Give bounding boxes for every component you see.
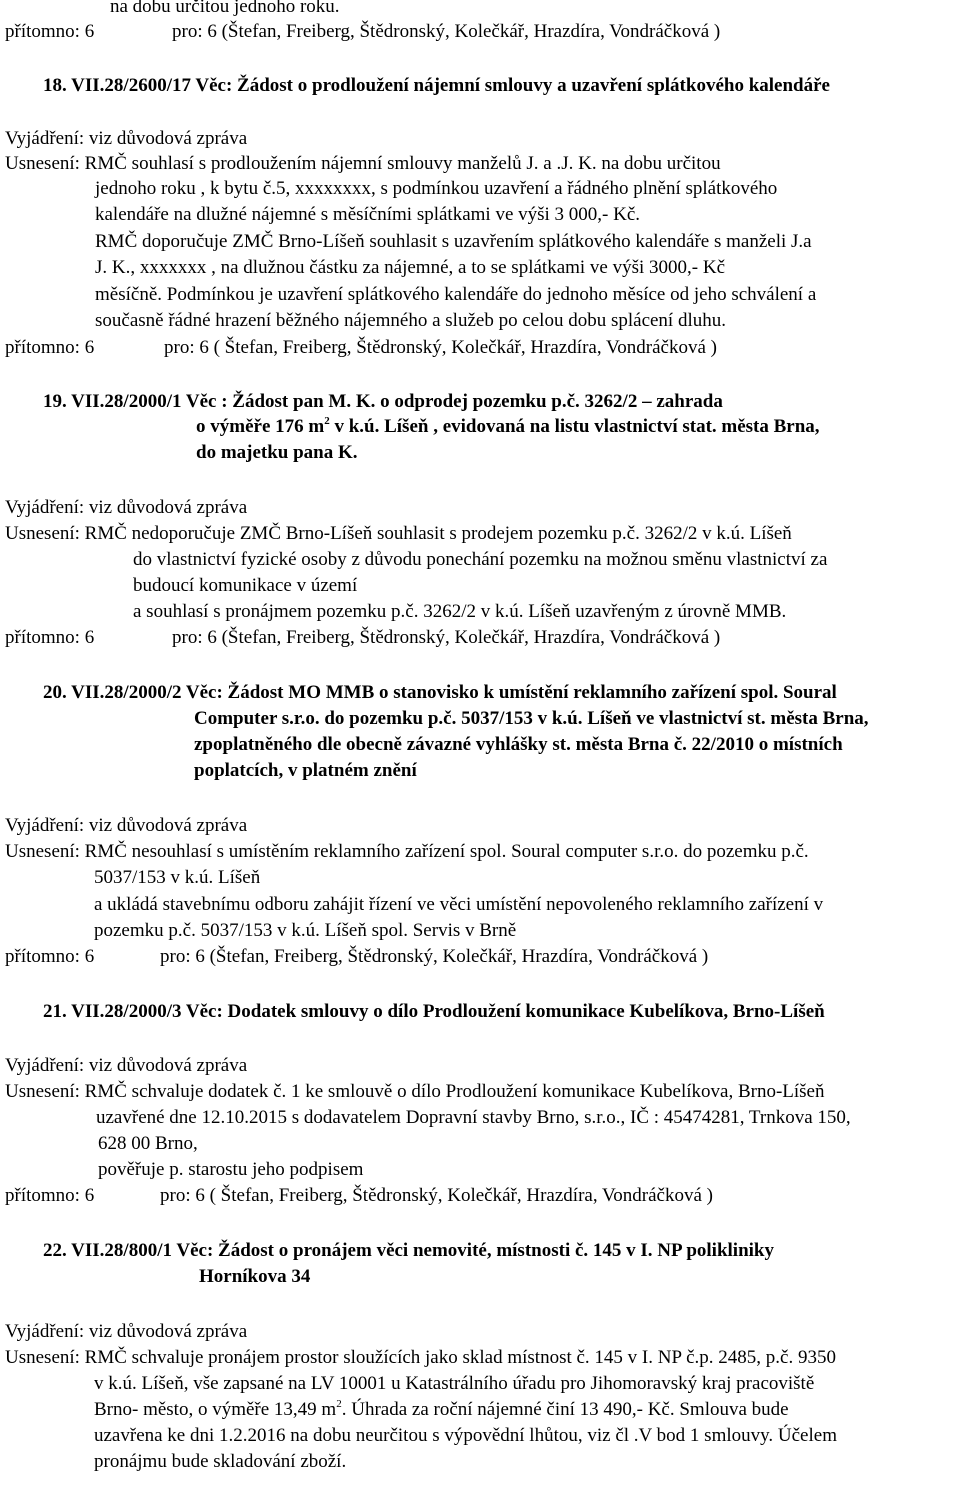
item-22-resolution-line: v k.ú. Líšeň, vše zapsané na LV 10001 u Katastrálního úřadu pro Jihomoravský kraj pracoviště — [94, 1373, 815, 1394]
item-22-statement: Vyjádření: viz důvodová zpráva — [5, 1321, 248, 1342]
attendance-label: přítomno: 6 — [5, 337, 95, 358]
item-20-heading: poplatcích, v platném znění — [194, 760, 417, 781]
item-18-resolution-line: jednoho roku , k bytu č.5, xxxxxxxx, s podmínkou uzavření a řádného plnění splátkového — [95, 178, 778, 199]
item-20-resolution-line: pozemku p.č. 5037/153 v k.ú. Líšeň spol. Servis v Brně — [94, 920, 517, 941]
item-19-heading: do majetku pana K. — [196, 442, 358, 463]
item-18-resolution-line: současně řádné hrazení běžného nájemného a služeb po celou dobu splácení dluhu. — [95, 310, 726, 331]
vote-result: pro: 6 ( Štefan, Freiberg, Štědronský, Kolečkář, Hrazdíra, Vondráčková ) — [160, 1185, 713, 1206]
item-22-heading: Horníkova 34 — [199, 1266, 311, 1287]
item-20-heading: Computer s.r.o. do pozemku p.č. 5037/153 v k.ú. Líšeň ve vlastnictví st. města Brna, — [194, 708, 869, 729]
attendance-label: přítomno: 6 — [5, 21, 95, 42]
vote-result: pro: 6 (Štefan, Freiberg, Štědronský, Kolečkář, Hrazdíra, Vondráčková ) — [172, 21, 721, 42]
vote-result: pro: 6 (Štefan, Freiberg, Štědronský, Kolečkář, Hrazdíra, Vondráčková ) — [160, 946, 709, 967]
attendance-label: přítomno: 6 — [5, 627, 95, 648]
item-19-resolution-line: Usnesení: RMČ nedoporučuje ZMČ Brno-Líšeň souhlasit s prodejem pozemku p.č. 3262/2 v k.ú. Líšeň — [5, 523, 792, 544]
item-21-resolution-line: 628 00 Brno, — [98, 1133, 198, 1154]
item-22-resolution-line: uzavřena ke dni 1.2.2016 na dobu neurčitou s výpovědní lhůtou, viz čl .V bod 1 smlouvy. Účelem — [94, 1425, 837, 1446]
item-18-resolution-line: měsíčně. Podmínkou je uzavření splátkového kalendáře do jednoho měsíce od jeho schválení a — [95, 284, 817, 305]
item-21-resolution-line: uzavřené dne 12.10.2015 s dodavatelem Dopravní stavby Brno, s.r.o., IČ : 45474281, Trnkova 150, — [96, 1107, 851, 1128]
item-22-resolution-line: Usnesení: RMČ schvaluje pronájem prostor sloužících jako sklad místnost č. 145 v I. NP č.p. 2485, p.č. 9350 — [5, 1347, 836, 1368]
vote-result: pro: 6 ( Štefan, Freiberg, Štědronský, Kolečkář, Hrazdíra, Vondráčková ) — [164, 337, 717, 358]
item-20-resolution-line: Usnesení: RMČ nesouhlasí s umístěním reklamního zařízení spol. Soural computer s.r.o. do pozemku p.č. — [5, 841, 809, 862]
item-20-resolution-line: 5037/153 v k.ú. Líšeň — [94, 867, 261, 888]
item-22-resolution-line: Brno- město, o výměře 13,49 $m^2$. Úhrada za roční nájemné činí 13 490,- Kč. Smlouva bude — [94, 1397, 789, 1420]
item-20-heading: 20. VII.28/2000/2 Věc: Žádost MO MMB o stanovisko k umístění reklamního zařízení spol. Soural — [43, 682, 837, 703]
item-19-heading: o výměře 176 $m^2$ v k.ú. Líšeň , evidovaná na listu vlastnictví stat. města Brna, — [196, 414, 820, 437]
item-19-resolution-line: do vlastnictví fyzické osoby z důvodu ponechání pozemku na možnou směnu vlastnictví za — [133, 549, 828, 570]
item-22-resolution-line: pronájmu bude skladování zboží. — [94, 1451, 347, 1472]
item-20-heading: zpoplatněného dle obecně závazné vyhlášky st. města Brna č. 22/2010 o místních — [194, 734, 843, 755]
item-22-heading: 22. VII.28/800/1 Věc: Žádost o pronájem věci nemovité, místnosti č. 145 v I. NP polikliniky — [43, 1240, 774, 1261]
item-20-statement: Vyjádření: viz důvodová zpráva — [5, 815, 248, 836]
item-19-resolution-line: budoucí komunikace v území — [133, 575, 358, 596]
attendance-label: přítomno: 6 — [5, 1185, 95, 1206]
superscript: 2 — [324, 414, 330, 427]
item-18-resolution-line: J. K., xxxxxxx , na dlužnou částku za nájemné, a to se splátkami ve výši 3000,- Kč — [95, 257, 726, 278]
item-19-heading: 19. VII.28/2000/1 Věc : Žádost pan M. K. o odprodej pozemku p.č. 3262/2 – zahrada — [43, 391, 723, 412]
superscript: 2 — [336, 1397, 342, 1410]
continuation-text: na dobu určitou jednoho roku. — [110, 0, 340, 17]
item-18-resolution-line: kalendáře na dlužné nájemné s měsíčními splátkami ve výši 3 000,- Kč. — [95, 204, 641, 225]
item-19-resolution-line: a souhlasí s pronájmem pozemku p.č. 3262/2 v k.ú. Líšeň uzavřeným z úrovně MMB. — [133, 601, 787, 622]
item-21-heading: 21. VII.28/2000/3 Věc: Dodatek smlouvy o dílo Prodloužení komunikace Kubelíkova, Brno-Líšeň — [43, 1001, 825, 1022]
item-19-statement: Vyjádření: viz důvodová zpráva — [5, 497, 248, 518]
item-18-heading: 18. VII.28/2600/17 Věc: Žádost o prodloužení nájemní smlouvy a uzavření splátkového kalendáře — [43, 75, 830, 96]
item-18-resolution-line: RMČ doporučuje ZMČ Brno-Líšeň souhlasit s uzavřením splátkového kalendáře s manželi J.a — [95, 231, 812, 252]
item-18-statement: Vyjádření: viz důvodová zpráva — [5, 128, 248, 149]
vote-result: pro: 6 (Štefan, Freiberg, Štědronský, Kolečkář, Hrazdíra, Vondráčková ) — [172, 627, 721, 648]
item-18-resolution-line: Usnesení: RMČ souhlasí s prodloužením nájemní smlouvy manželů J. a .J. K. na dobu určitou — [5, 153, 721, 174]
item-21-statement: Vyjádření: viz důvodová zpráva — [5, 1055, 248, 1076]
item-20-resolution-line: a ukládá stavebnímu odboru zahájit řízení ve věci umístění nepovoleného reklamního zařízení v — [94, 894, 824, 915]
item-21-resolution-line: Usnesení: RMČ schvaluje dodatek č. 1 ke smlouvě o dílo Prodloužení komunikace Kubelíkova, Brno-Líšeň — [5, 1081, 825, 1102]
attendance-label: přítomno: 6 — [5, 946, 95, 967]
item-21-resolution-line: pověřuje p. starostu jeho podpisem — [98, 1159, 364, 1180]
